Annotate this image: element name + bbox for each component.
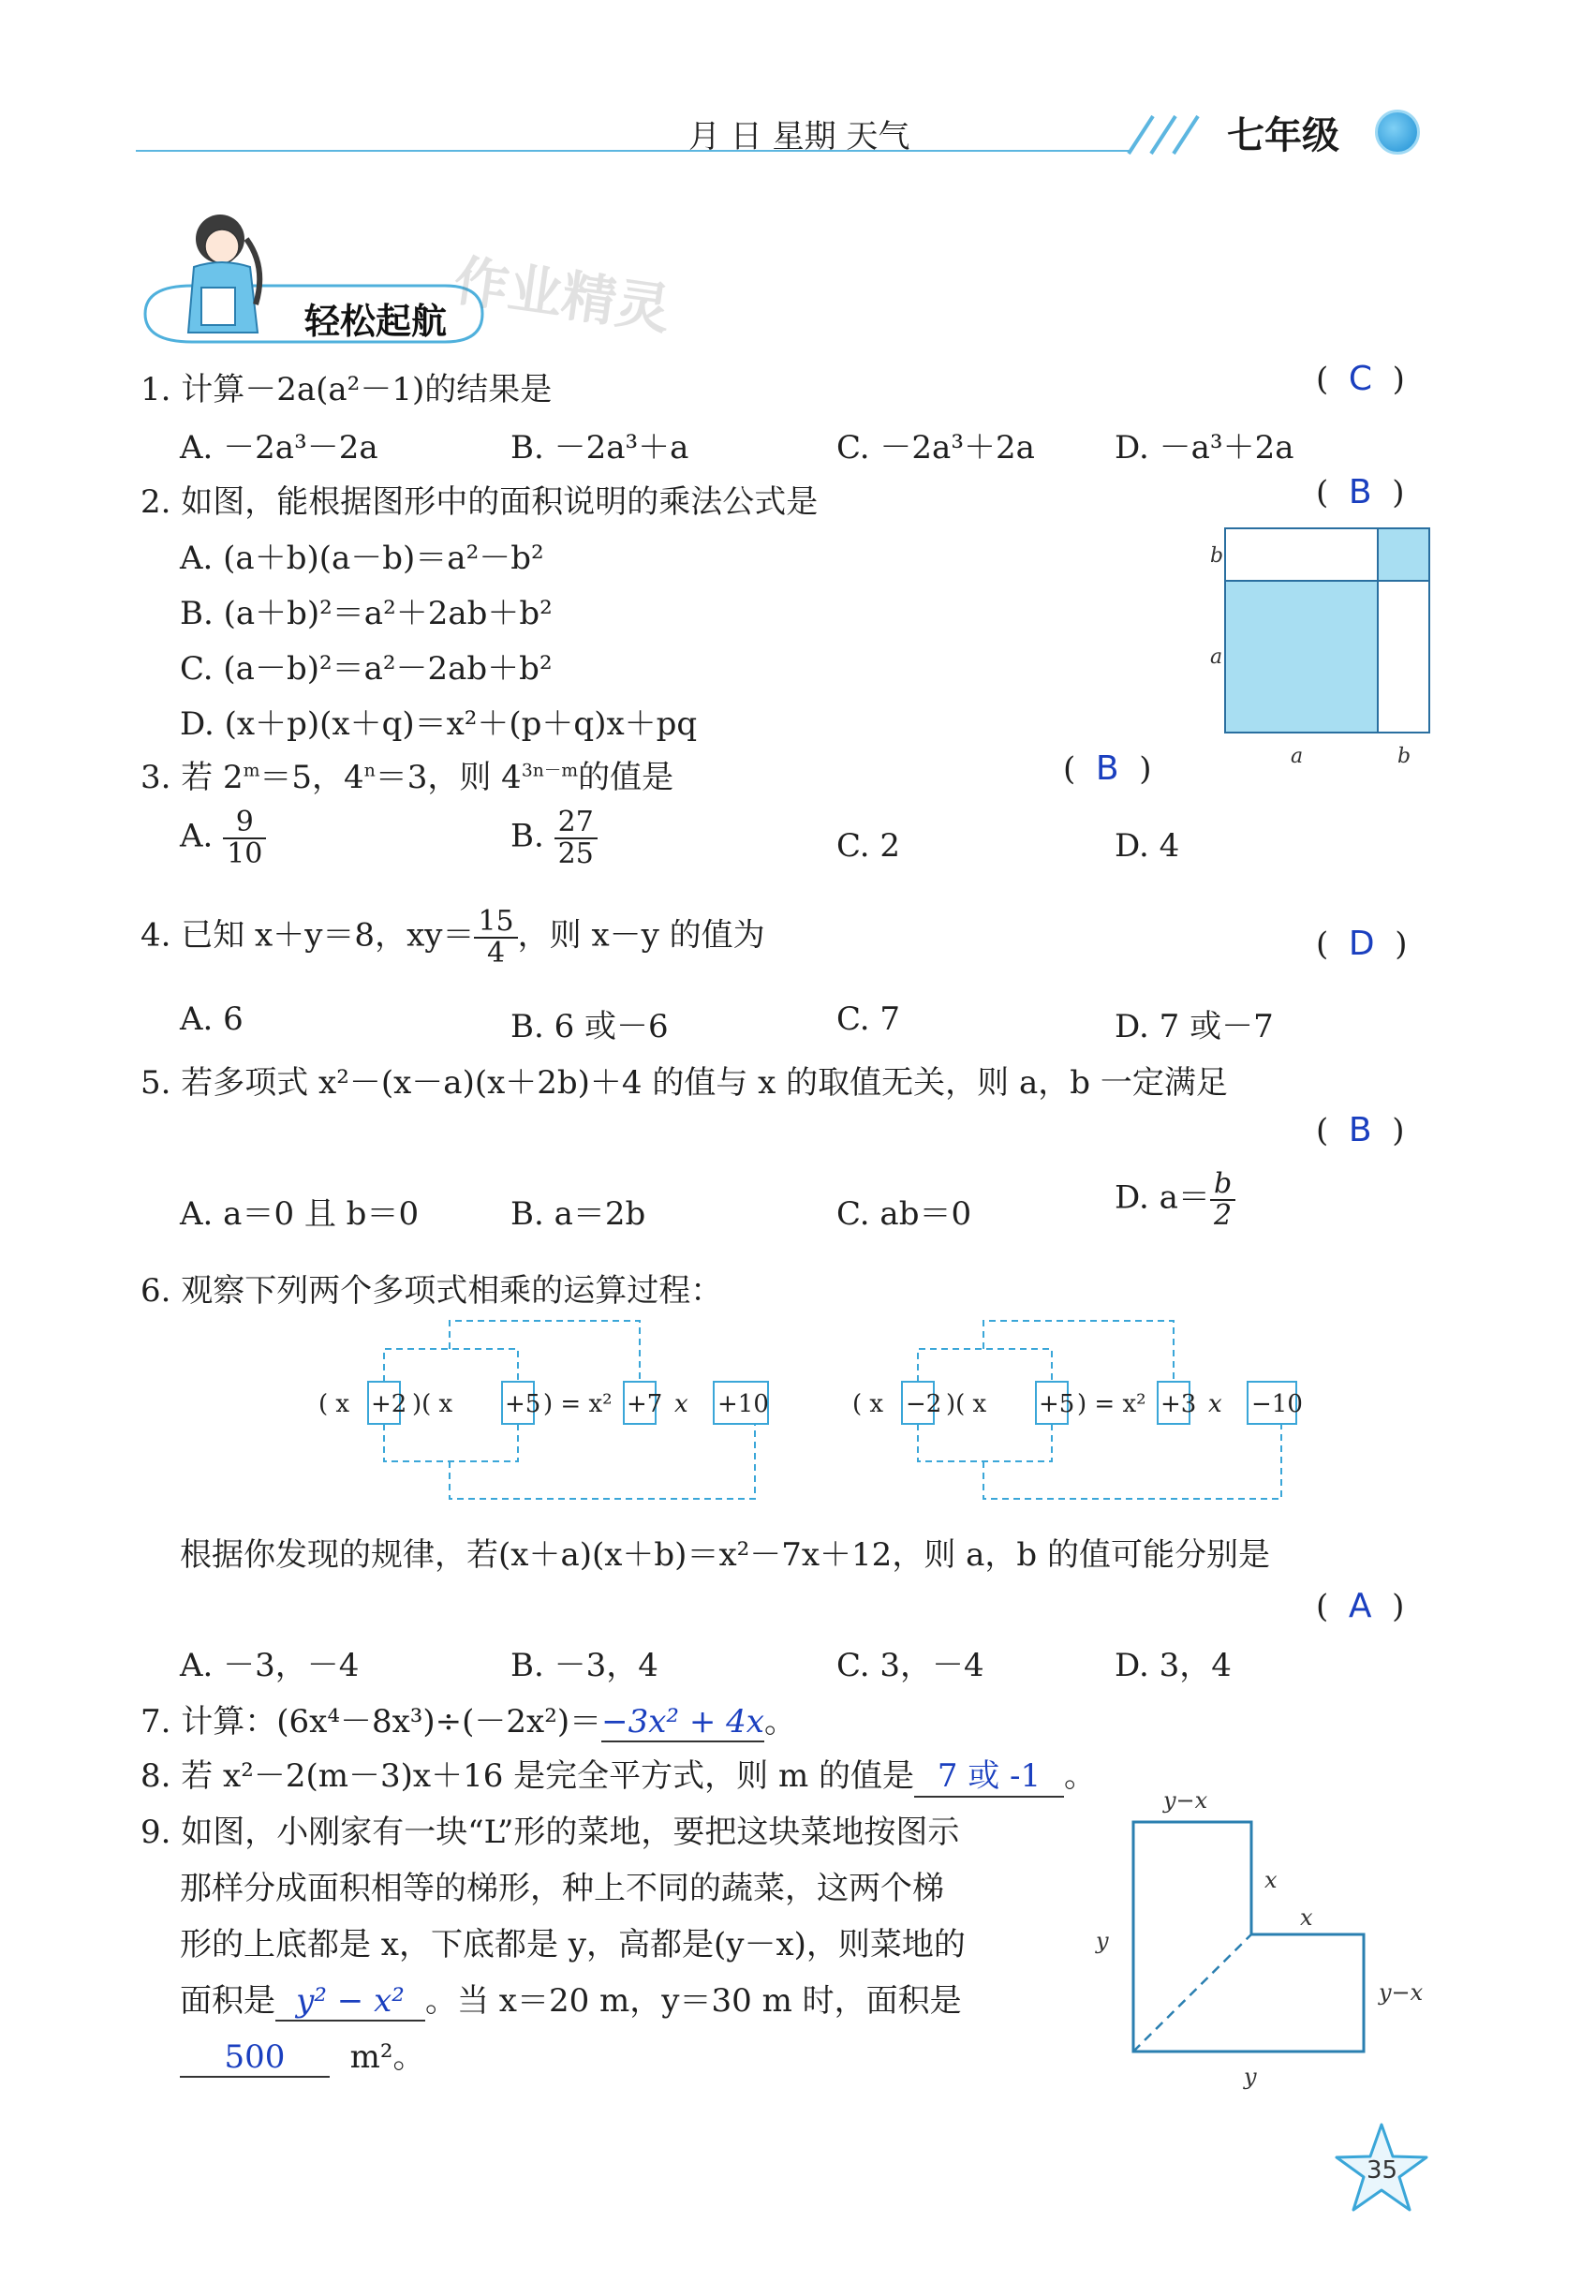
header-rule bbox=[136, 150, 1129, 152]
q3-option-a-num: 9 bbox=[223, 807, 266, 839]
q3-option-a-den: 10 bbox=[227, 837, 263, 870]
q4-answer: D bbox=[1348, 925, 1375, 963]
grade-dot-icon bbox=[1375, 110, 1420, 155]
q4-stem-rest: ，则 x－y 的值为 bbox=[517, 916, 765, 955]
q8-line bbox=[140, 1750, 1096, 1798]
q2-label-a-bottom: a bbox=[1291, 745, 1304, 768]
page-number: 35 bbox=[1367, 2156, 1398, 2185]
q4-option-d: D. 7 或－7 bbox=[1115, 1008, 1274, 1045]
q9-fill-area: y² − x² bbox=[275, 1982, 425, 2022]
q3-option-b bbox=[510, 807, 598, 868]
q9-label-x-right: x bbox=[1264, 1867, 1278, 1893]
q4-stem bbox=[140, 907, 765, 968]
q5-option-d-label: D. a＝ bbox=[1115, 1178, 1210, 1217]
q4-option-a: A. 6 bbox=[180, 1000, 244, 1038]
q2-option-d: D. (x＋p)(x＋q)＝x²＋(p＋q)x＋pq bbox=[180, 705, 698, 743]
slash-decoration-icon bbox=[1119, 111, 1222, 157]
d2-box1: −2 bbox=[906, 1390, 942, 1418]
q9-label-left-y: y bbox=[1096, 1928, 1109, 1954]
q9-line4-rest: 。当 x＝20 m，y＝30 m 时，面积是 bbox=[425, 1982, 962, 2020]
d2-x: x bbox=[1208, 1390, 1222, 1418]
q9-l-shape-figure bbox=[1086, 1785, 1452, 2094]
q2-answer: B bbox=[1348, 473, 1372, 511]
q3-answer: B bbox=[1095, 749, 1119, 788]
q3-option-b-frac bbox=[554, 807, 598, 868]
q5-option-a: A. a＝0 且 b＝0 bbox=[180, 1195, 420, 1233]
q8-stem: 8. 若 x²－2(m－3)x＋16 是完全平方式，则 m 的值是 bbox=[140, 1757, 914, 1795]
q6-option-a: A. －3，－4 bbox=[180, 1647, 360, 1684]
q6-option-d: D. 3，4 bbox=[1115, 1647, 1232, 1684]
q5-option-b: B. a＝2b bbox=[510, 1195, 646, 1233]
q1-option-c: C. －2a³＋2a bbox=[836, 429, 1035, 467]
q5-stem: 5. 若多项式 x²－(x－a)(x＋2b)＋4 的值与 x 的取值无关，则 a，b 一定满足 bbox=[140, 1064, 1228, 1102]
d1-box1: +2 bbox=[371, 1390, 407, 1418]
q6-answer-paren: ( A ) bbox=[1316, 1587, 1405, 1625]
q2-option-a: A. (a＋b)(a－b)＝a²－b² bbox=[180, 540, 544, 577]
q3-option-b-num: 27 bbox=[554, 807, 598, 839]
date-fields: 月 日 星期 天气 bbox=[688, 118, 910, 156]
q3-option-c: C. 2 bbox=[836, 827, 901, 865]
q6-option-c: C. 3，－4 bbox=[836, 1647, 984, 1684]
q2-square-figure bbox=[1208, 525, 1447, 768]
q3-sup-m: m bbox=[243, 761, 260, 781]
q4-stem-prefix: 4. 已知 x＋y＝8，xy＝ bbox=[140, 916, 475, 955]
q3-option-a-frac bbox=[223, 807, 266, 868]
q5-option-d-frac bbox=[1210, 1169, 1235, 1230]
d2-eq: ) = x² bbox=[1077, 1390, 1146, 1418]
q9-line1: 9. 如图，小刚家有一块“L”形的菜地，要把这块菜地按图示 bbox=[140, 1814, 960, 1851]
q5-answer: B bbox=[1348, 1111, 1372, 1149]
q2-stem: 2. 如图，能根据图形中的面积说明的乘法公式是 bbox=[140, 483, 819, 521]
q7-end: 。 bbox=[763, 1703, 796, 1741]
q4-frac-num: 15 bbox=[474, 907, 517, 939]
q9-label-bottom: y bbox=[1244, 2064, 1257, 2090]
q2-option-c: C. (a－b)²＝a²－2ab＋b² bbox=[180, 650, 553, 688]
q5-option-d-num: b bbox=[1210, 1169, 1235, 1201]
q6-answer: A bbox=[1348, 1587, 1372, 1625]
q2-answer-paren: ( B ) bbox=[1316, 473, 1405, 511]
q1-option-b: B. －2a³＋a bbox=[510, 429, 689, 467]
d1-eq: ) = x² bbox=[543, 1390, 613, 1418]
q1-answer: C bbox=[1348, 360, 1373, 398]
q3-option-a-label: A. bbox=[180, 817, 214, 855]
q9-line4-prefix: 面积是 bbox=[180, 1982, 275, 2020]
d1-box3: +7 bbox=[627, 1390, 663, 1418]
q3-sup-n: n bbox=[363, 761, 376, 781]
d1-box2: +5 bbox=[505, 1390, 541, 1418]
q2-label-b-bottom: b bbox=[1397, 745, 1411, 768]
q9-label-top: y−x bbox=[1163, 1787, 1208, 1814]
d2-box3: +3 bbox=[1160, 1390, 1197, 1418]
q2-label-b-left: b bbox=[1210, 544, 1224, 568]
q5-option-c: C. ab＝0 bbox=[836, 1195, 972, 1233]
q3-stem-tail: ＝3，则 4 bbox=[375, 759, 522, 796]
q3-stem-prefix: 3. 若 2 bbox=[140, 759, 244, 796]
q7-stem: 7. 计算：(6x⁴－8x³)÷(－2x²)＝ bbox=[140, 1703, 602, 1741]
q8-fill: 7 或 -1 bbox=[914, 1750, 1064, 1798]
q1-option-a: A. －2a³－2a bbox=[180, 429, 378, 467]
d2-box4: −10 bbox=[1251, 1390, 1303, 1418]
q9-fill-value: 500 bbox=[180, 2038, 330, 2078]
q3-stem-rest: ＝5，4 bbox=[259, 759, 364, 796]
d1-box4: +10 bbox=[717, 1390, 769, 1418]
q3-option-b-label: B. bbox=[510, 817, 544, 855]
grade-label: 七年级 bbox=[1227, 114, 1339, 157]
q3-sup-exp: 3n－m bbox=[521, 761, 579, 781]
q9-label-x-step: x bbox=[1300, 1904, 1313, 1931]
q9-line4 bbox=[180, 1975, 962, 2022]
q4-frac bbox=[474, 907, 517, 968]
q9-line3: 形的上底都是 x，下底都是 y，高都是(y－x)，则菜地的 bbox=[180, 1926, 966, 1963]
d1-x: x bbox=[674, 1390, 688, 1418]
q9-line2: 那样分成面积相等的梯形，种上不同的蔬菜，这两个梯 bbox=[180, 1870, 944, 1907]
q7-fill: −3x² + 4x bbox=[601, 1703, 764, 1741]
q1-answer-paren: ( C ) bbox=[1316, 360, 1405, 398]
q4-frac-den: 4 bbox=[487, 936, 506, 970]
q8-end: 。 bbox=[1064, 1757, 1096, 1795]
q3-answer-paren: ( B ) bbox=[1063, 749, 1152, 788]
q9-label-right: y−x bbox=[1379, 1979, 1424, 2006]
d1-mid: )( x bbox=[412, 1390, 453, 1418]
q3-option-a bbox=[180, 807, 266, 868]
q3-option-b-den: 25 bbox=[557, 837, 594, 870]
q4-option-b: B. 6 或－6 bbox=[510, 1008, 669, 1045]
q1-option-d: D. －a³＋2a bbox=[1115, 429, 1294, 467]
q6-option-b: B. －3，4 bbox=[510, 1647, 658, 1684]
q3-stem-end: 的值是 bbox=[578, 759, 674, 796]
q7-line bbox=[140, 1696, 796, 1742]
q2-label-a-left: a bbox=[1210, 645, 1223, 669]
q6-stem: 6. 观察下列两个多项式相乘的运算过程： bbox=[140, 1272, 723, 1310]
q5-option-d-den: 2 bbox=[1214, 1198, 1233, 1232]
d2-open: ( x bbox=[852, 1390, 884, 1418]
q4-answer-paren: ( D ) bbox=[1316, 925, 1408, 963]
q2-option-b: B. (a＋b)²＝a²＋2ab＋b² bbox=[180, 595, 553, 632]
d2-mid: )( x bbox=[946, 1390, 987, 1418]
q5-option-d bbox=[1115, 1169, 1235, 1230]
section-title: 轻松起航 bbox=[304, 301, 448, 342]
d1-open: ( x bbox=[318, 1390, 350, 1418]
q6-followup: 根据你发现的规律，若(x＋a)(x＋b)＝x²－7x＋12，则 a，b 的值可能分别是 bbox=[180, 1536, 1270, 1574]
q4-option-c: C. 7 bbox=[836, 1000, 901, 1038]
q6-diagram-1 bbox=[309, 1316, 796, 1513]
q3-stem bbox=[140, 751, 673, 797]
q9-line5 bbox=[180, 2031, 425, 2078]
q5-answer-paren: ( B ) bbox=[1316, 1111, 1405, 1149]
watermark-text: 作业精灵 bbox=[450, 248, 674, 342]
q9-line5-rest: m²。 bbox=[349, 2038, 425, 2076]
q3-option-d: D. 4 bbox=[1115, 827, 1180, 865]
q1-stem: 1. 计算－2a(a²－1)的结果是 bbox=[140, 371, 553, 408]
q6-diagram-2 bbox=[843, 1316, 1330, 1513]
d2-box2: +5 bbox=[1039, 1390, 1075, 1418]
